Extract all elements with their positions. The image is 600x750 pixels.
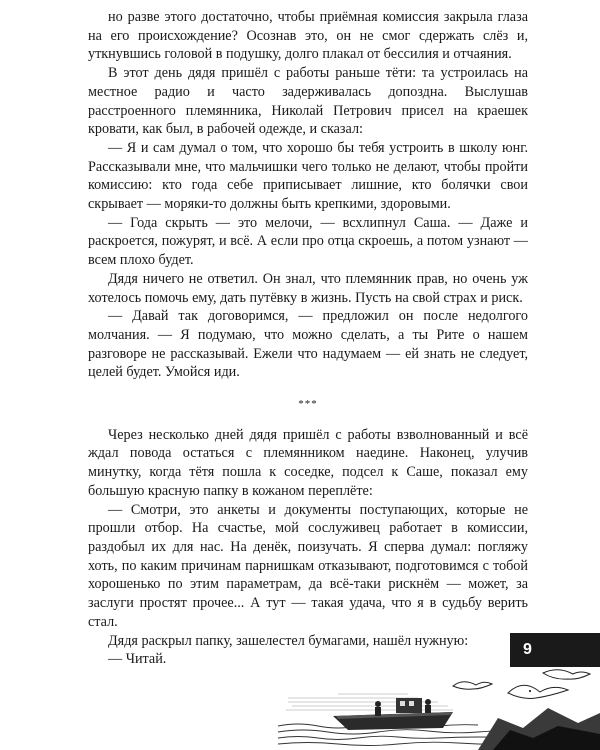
- paragraph: — Читай.: [108, 651, 167, 668]
- paragraph: — Года скрыть — это мелочи, — всхлипнул Саша. — Даже и раскроется, пожурят, и всё. А если про отца скроешь, а потом узнают — всем плохо будет.: [88, 214, 528, 269]
- paragraph: — Я и сам думал о том, что хорошо бы тебя устроить в школу юнг. Рассказывали мне, что мальчишки чего только не делают, чтобы пройти комиссию: кто года себе приписывает лишние, кто болячки свои скрывает — моряки-то должны быть крепкими, здоровыми.: [88, 139, 528, 213]
- sea-boat-gulls-illustration: [278, 668, 600, 750]
- page-body: [88, 8, 528, 669]
- paragraph: — Смотри, это анкеты и документы поступающих, которые не прошли отбор. На счастье, мой сослуживец работает в комиссии, раздобыл их для нас. На денёк, поизучать. Я сперва думал: погляжу хоть, по каким причинам парнишкам отказывают, подготовимся с тобой хорошенько по этим параметрам, да всё-таки рискнём — может, за заслуги простят прочее... А тут — такая удача, что я в судьбу верить стал.: [88, 501, 528, 630]
- paragraph: Дядя раскрыл папку, зашелестел бумагами, нашёл нужную:: [108, 632, 469, 649]
- paragraph: В этот день дядя пришёл с работы раньше тёти: та устроилась на местное радио и часто задерживалась допоздна. Выслушав расстроенного племянника, Николай Петрович присел на краешек кровати, как был, в рабочей одежде, и сказал:: [88, 65, 528, 138]
- page-number: 9: [523, 641, 532, 658]
- paragraph: — Давай так договоримся, — предложил он после недолгого молчания. — Я подумаю, что можно сделать, а ты Рите о нашем разговоре не рассказывай. Ежели что надумаем — ей знать не следует, целей будет. Умойся иди.: [88, 308, 528, 381]
- paragraph: Дядя ничего не ответил. Он знал, что племянник прав, но очень уж хотелось помочь ему, дать путёвку в жизнь. Пусть на свой страх и риск.: [88, 270, 528, 306]
- section-separator: ***: [298, 398, 318, 411]
- paragraph: Через несколько дней дядя пришёл с работы взволнованный и всё ждал повода остаться с племянником наедине. Наконец, улучив минутку, когда тётя пошла к соседке, подсел к Саше, показал ему большую красную папку в кожаном переплёте:: [88, 426, 528, 499]
- paragraph: но разве этого достаточно, чтобы приёмная комиссия закрыла глаза на его происхождение? Осознав это, он не смог сдержать слёз и, уткнувшись головой в подушку, долго плакал от бессилия и отчаяния.: [88, 9, 528, 63]
- page-number-tab: [510, 633, 600, 667]
